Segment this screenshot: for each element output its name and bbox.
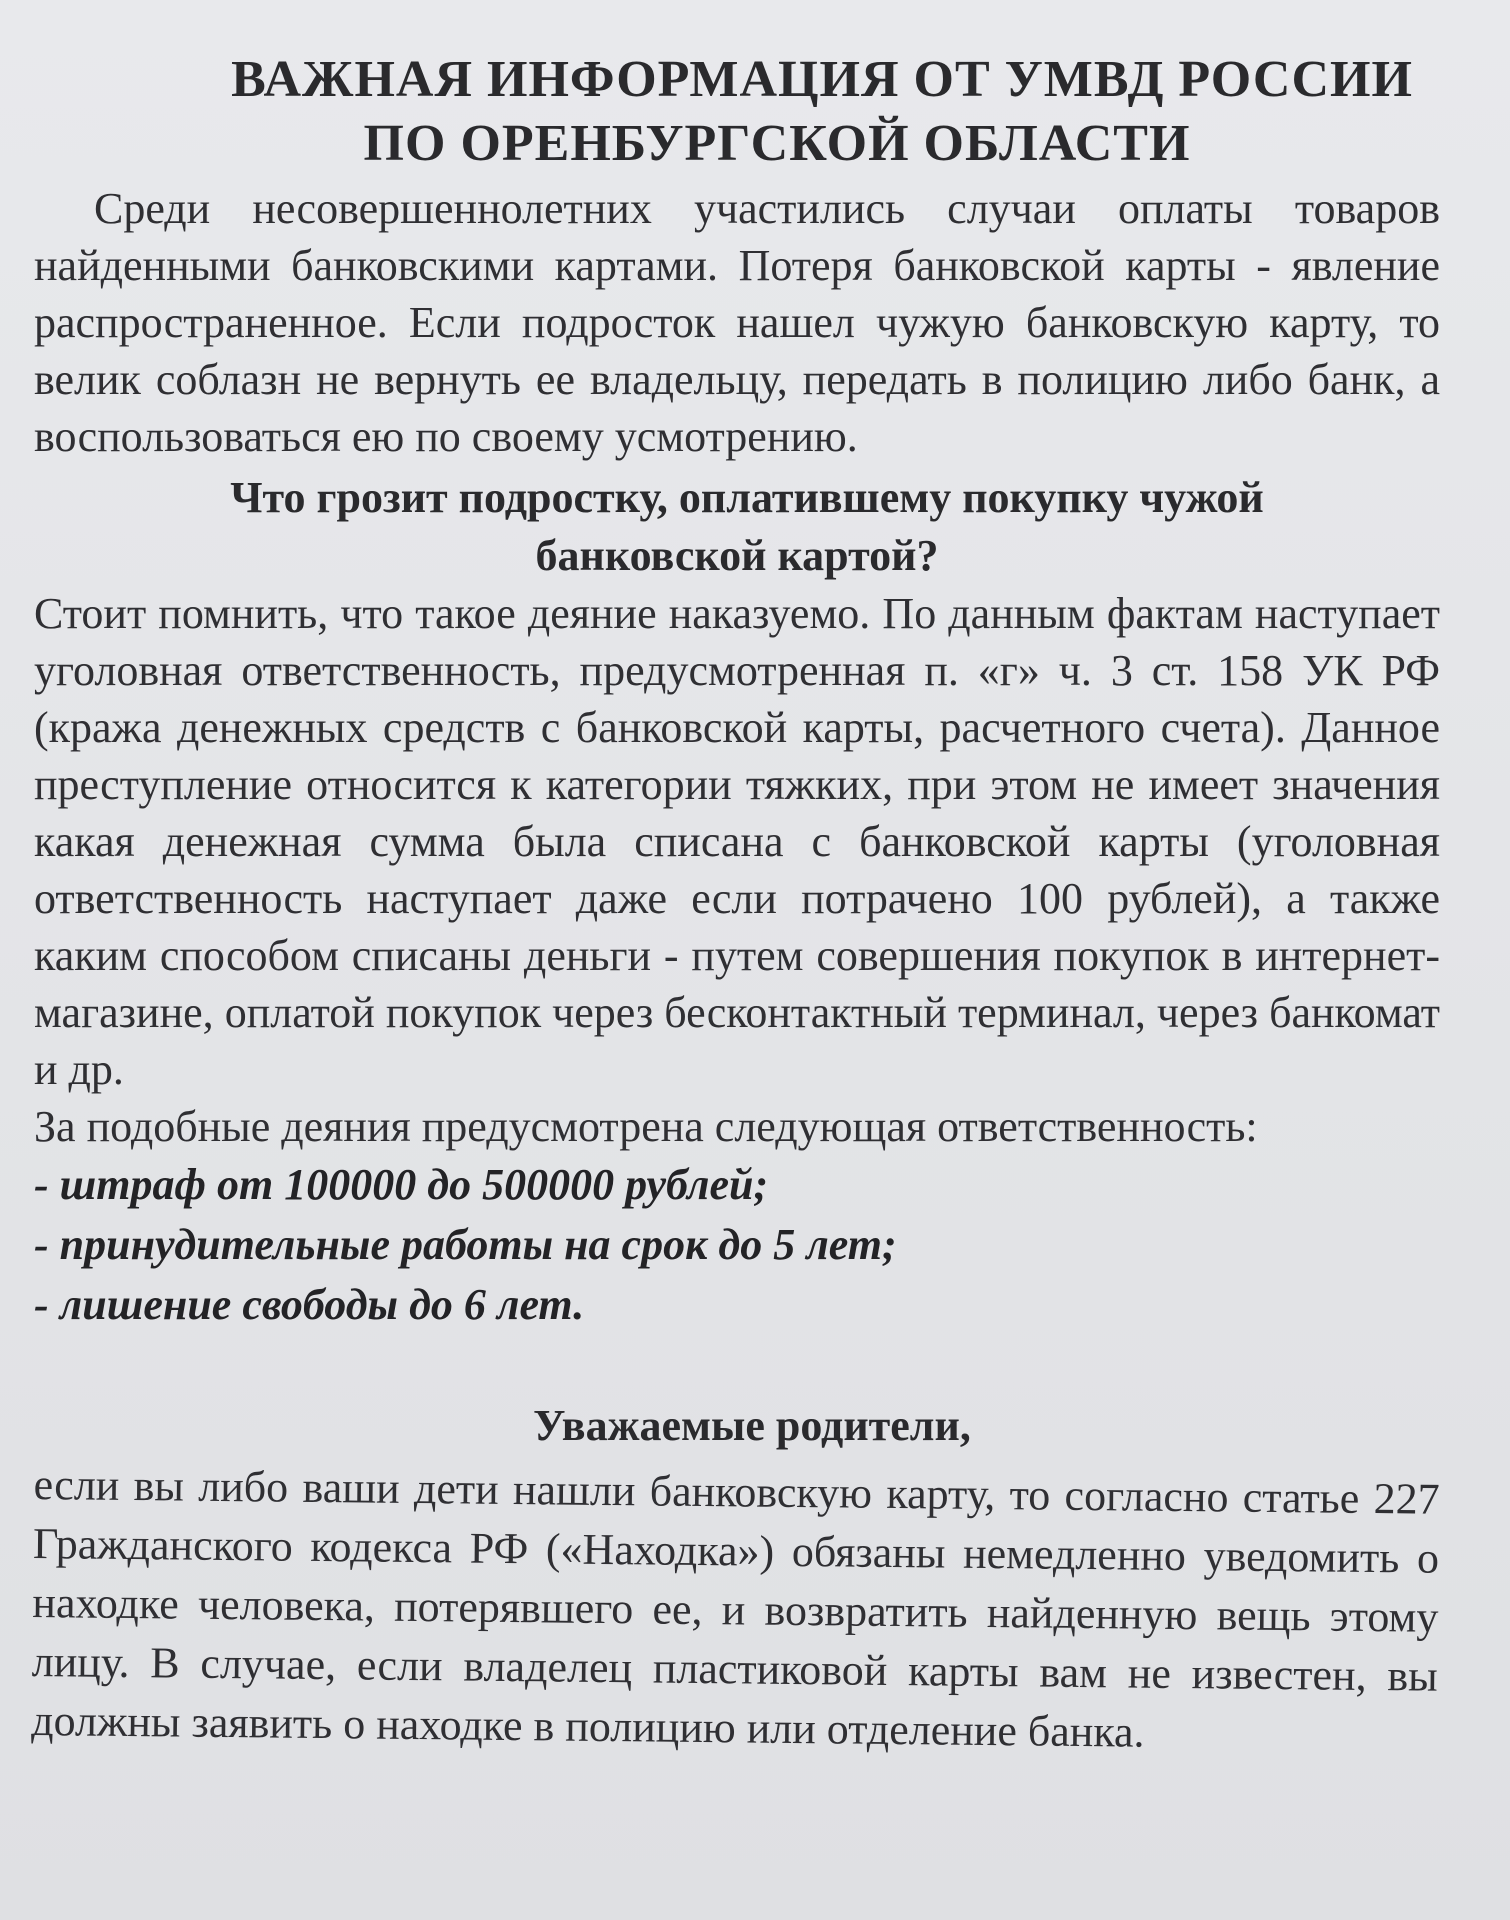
parents-paragraph: если вы либо ваши дети нашли банковскую карту, то согласно статье 227 Гражданского кодекса РФ («Находка») обязаны немедленно уведомить о находке человека, потерявшего ее, и возвратить найденную вещь этому лицу. В случае, если владелец пластиковой карты вам не известен, вы должны заявить о находке в полицию или отделение банка. — [30, 1459, 1440, 1757]
question-heading-line-2: банковской картой? — [535, 531, 939, 580]
penalty-item-fine: - штраф от 100000 до 500000 рублей; — [34, 1160, 769, 1209]
document-title — [34, 48, 1440, 176]
title-line-1: ВАЖНАЯ ИНФОРМАЦИЯ ОТ УМВД РОССИИ — [231, 51, 1413, 108]
parents-heading: Уважаемые родители, — [533, 1401, 971, 1450]
intro-paragraph: Среди несовершеннолетних участились случаи оплаты товаров найденными банковскими картами. Потеря банковской карты - явление распространенное. Если подросток нашел чужую банковскую карту, то велик соблазн не вернуть ее владельцу, передать в полицию либо банк, а воспользоваться ею по своему усмотрению. — [34, 184, 1440, 461]
answer-paragraph: Стоит помнить, что такое деяние наказуемо. По данным фактам наступает уголовная ответственность, предусмотренная п. «г» ч. 3 ст. 158 УК РФ (кража денежных средств с банковской карты, расчетного счета). Данное преступление относится к категории тяжких, при этом не имеет значения какая денежная сумма была списана с банковской карты (уголовная ответственность наступает даже если потрачено 100 рублей), а также каким способом списаны деньги - путем совершения покупок в интернет-магазине, оплатой покупок через бесконтактный терминал, через банкомат и др. — [34, 589, 1440, 1094]
question-heading-line-1: Что грозит подростку, оплатившему покупку чужой — [230, 473, 1264, 522]
question-heading — [34, 469, 1440, 585]
title-line-2: ПО ОРЕНБУРГСКОЙ ОБЛАСТИ — [363, 115, 1191, 172]
liability-intro: За подобные деяния предусмотрена следующая ответственность: — [34, 1102, 1258, 1151]
penalty-item-forced-labor: - принудительные работы на срок до 5 лет; — [34, 1220, 897, 1269]
penalties-list — [34, 1155, 1440, 1335]
penalty-item-imprisonment: - лишение свободы до 6 лет. — [34, 1280, 585, 1329]
